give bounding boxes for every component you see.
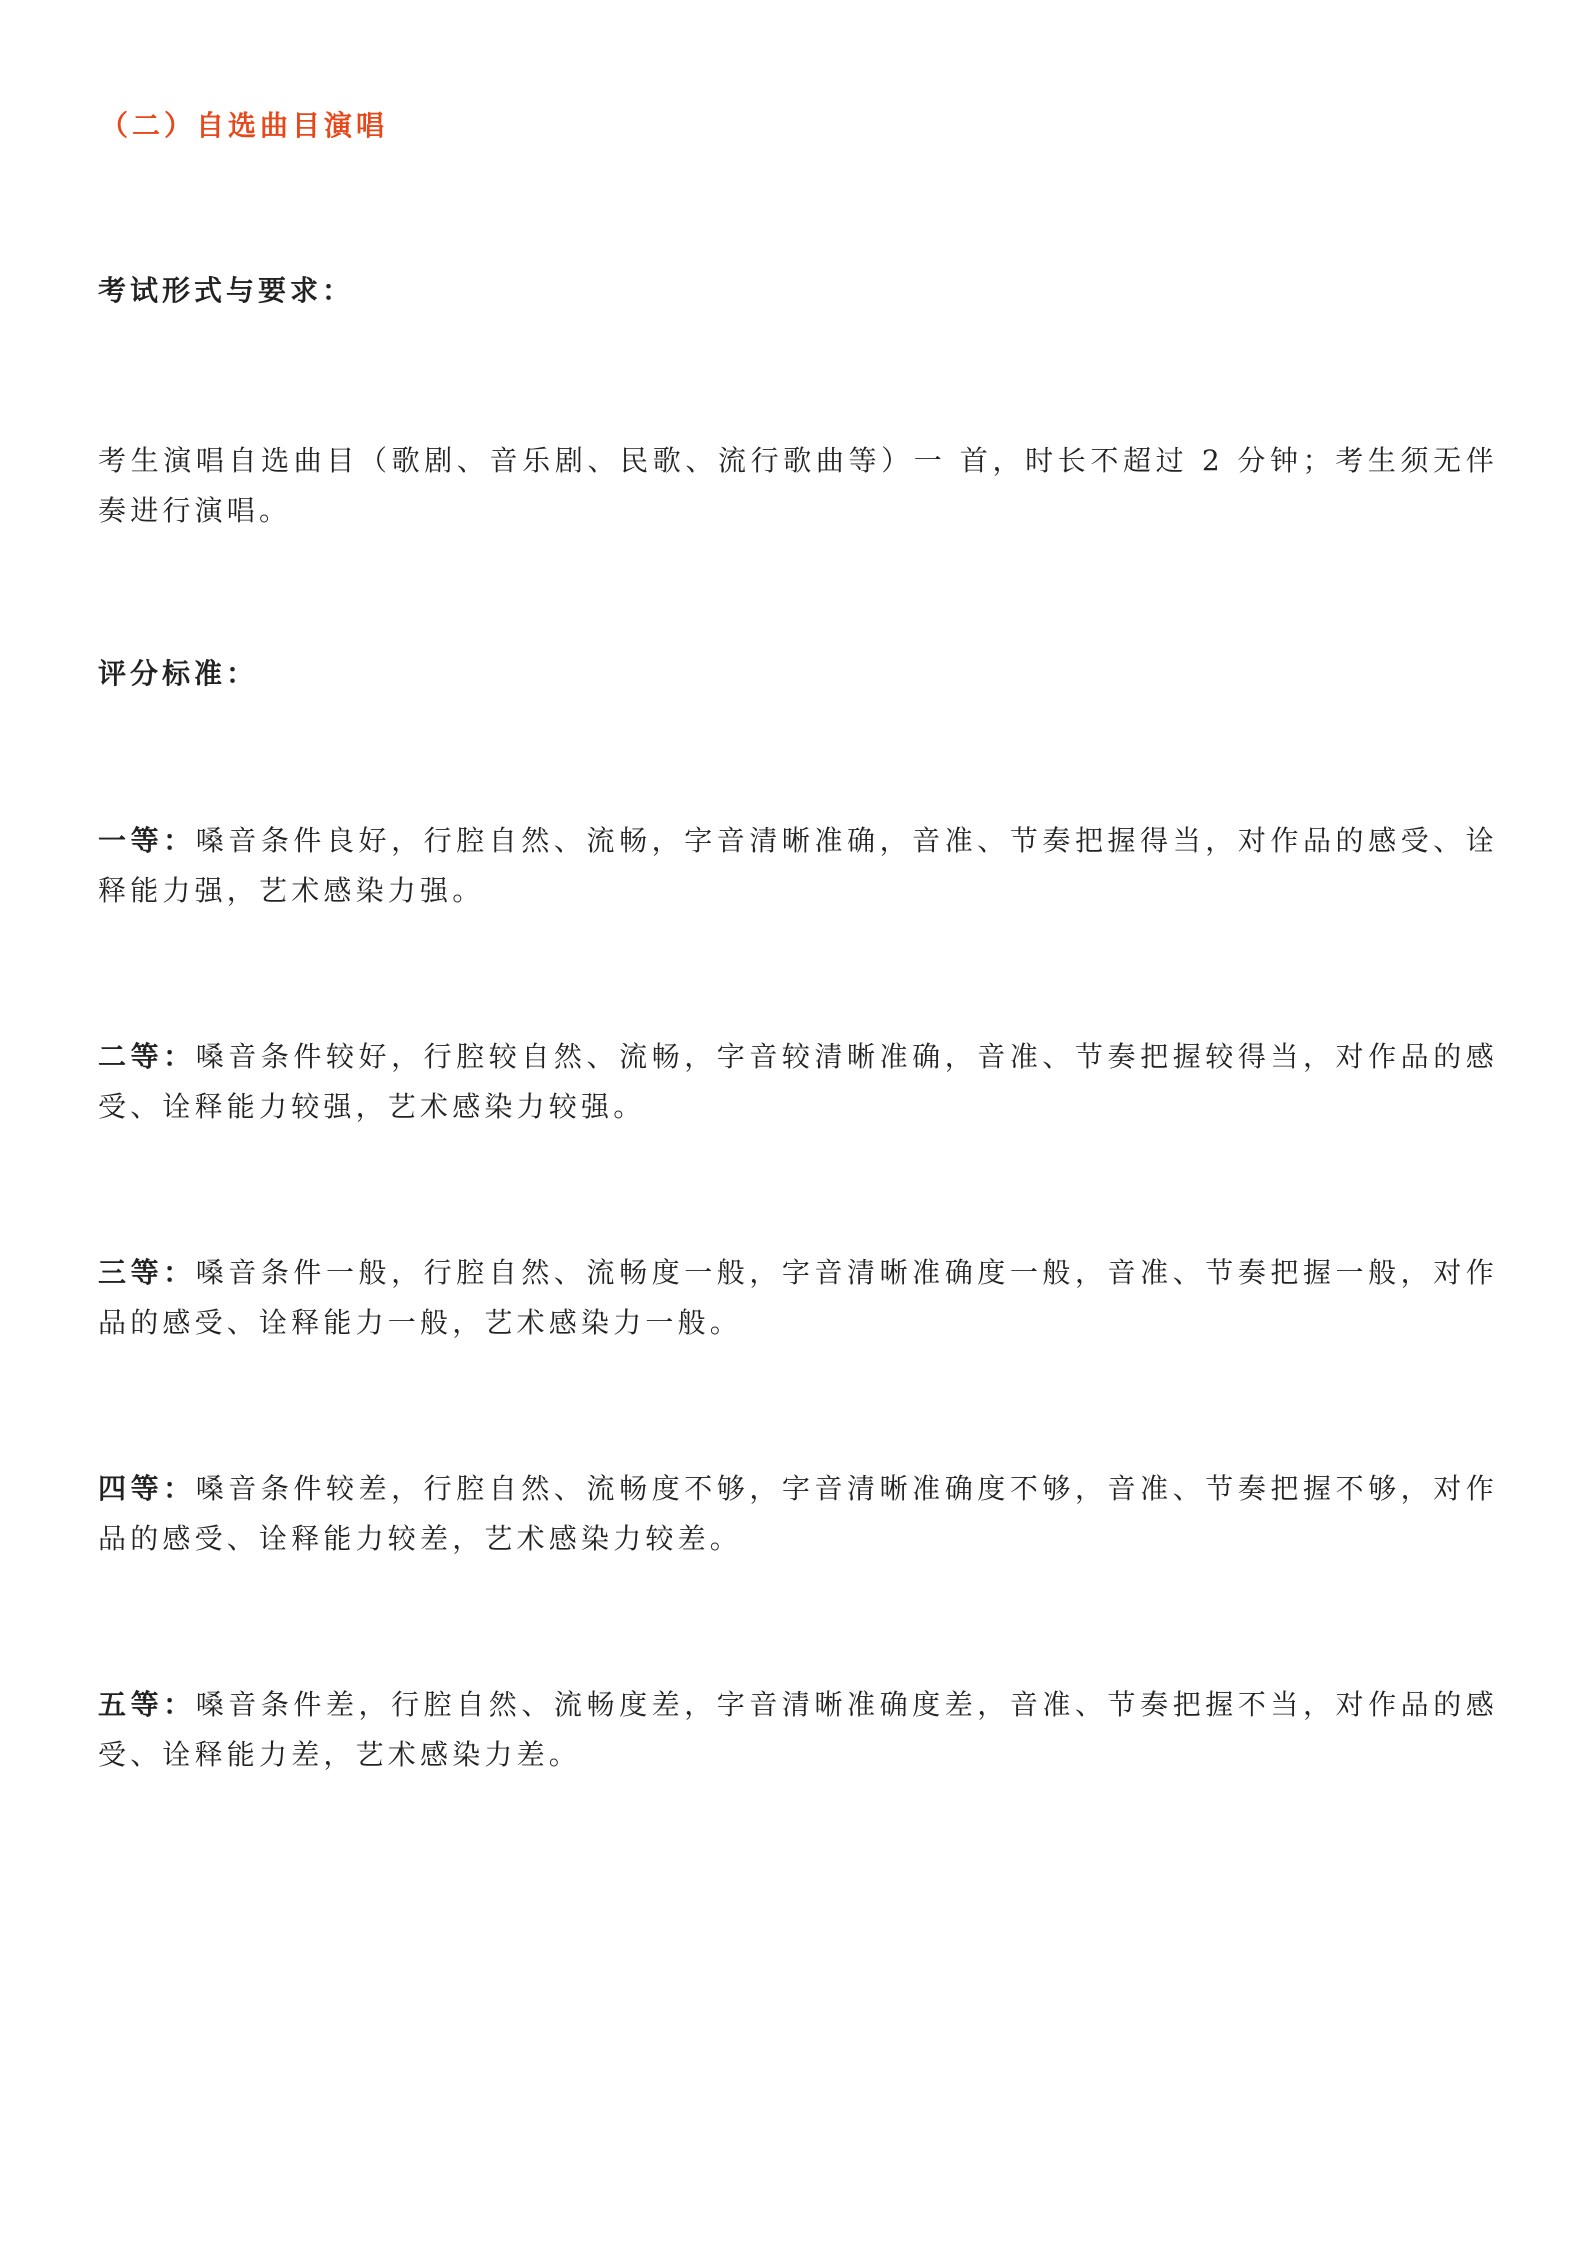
exam-form-text: 考生演唱自选曲目（歌剧、音乐剧、民歌、流行歌曲等）一 首，时长不超过 2 分钟；考生须无伴奏进行演唱。	[98, 444, 1498, 527]
grade-2-paragraph	[98, 1032, 1498, 1132]
grade-1-label: 一等：	[98, 824, 196, 857]
grade-3-label: 三等：	[98, 1256, 196, 1289]
grade-3-text: 嗓音条件一般，行腔自然、流畅度一般，字音清晰准确度一般，音准、节奏把握一般，对作品的感受、诠释能力一般，艺术感染力一般。	[98, 1256, 1498, 1339]
grade-1-text: 嗓音条件良好，行腔自然、流畅，字音清晰准确，音准、节奏把握得当，对作品的感受、诠释能力强，艺术感染力强。	[98, 824, 1498, 907]
grade-4-label: 四等：	[98, 1472, 196, 1505]
grade-5-paragraph	[98, 1680, 1498, 1780]
scoring-label: 评分标准：	[98, 657, 259, 690]
grade-2-label: 二等：	[98, 1040, 196, 1073]
grade-5-text: 嗓音条件差，行腔自然、流畅度差，字音清晰准确度差，音准、节奏把握不当，对作品的感受、诠释能力差，艺术感染力差。	[98, 1688, 1498, 1771]
grade-5-label: 五等：	[98, 1688, 196, 1721]
section-title: （二）自选曲目演唱	[100, 109, 389, 142]
grade-1-paragraph	[98, 816, 1498, 916]
exam-form-label: 考试形式与要求：	[98, 274, 355, 307]
grade-3-paragraph	[98, 1248, 1498, 1348]
grade-4-text: 嗓音条件较差，行腔自然、流畅度不够，字音清晰准确度不够，音准、节奏把握不够，对作品的感受、诠释能力较差，艺术感染力较差。	[98, 1472, 1498, 1555]
grade-4-paragraph	[98, 1464, 1498, 1564]
grade-2-text: 嗓音条件较好，行腔较自然、流畅，字音较清晰准确，音准、节奏把握较得当，对作品的感受、诠释能力较强，艺术感染力较强。	[98, 1040, 1498, 1123]
